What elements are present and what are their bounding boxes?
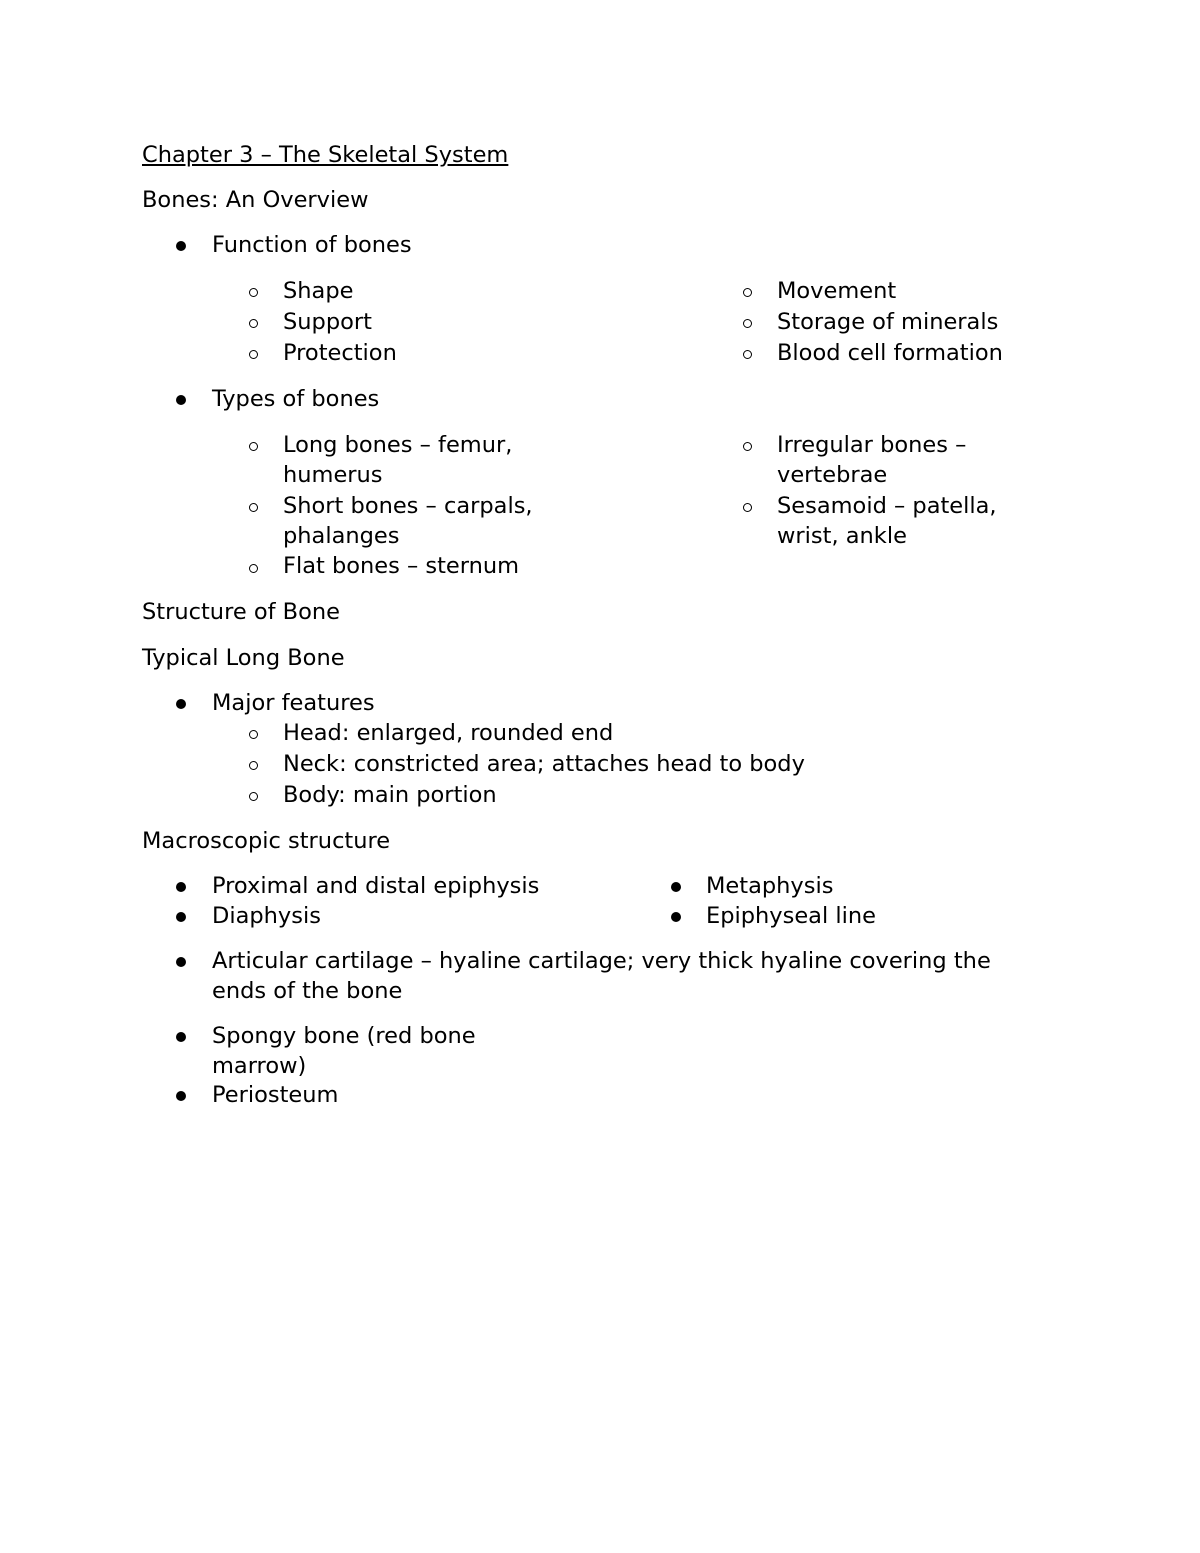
sub-item-protection: Protection	[283, 340, 397, 366]
sub-item-flat-bones: Flat bones – sternum	[283, 553, 520, 579]
list-item-spongy-line2: marrow)	[212, 1053, 307, 1079]
circle-bullet-icon	[743, 319, 752, 328]
bullet-icon	[176, 699, 186, 709]
circle-bullet-icon	[743, 350, 752, 359]
sub-item-irregular-bones-line1: Irregular bones –	[777, 432, 967, 458]
bullet-icon	[176, 957, 186, 967]
sub-item-blood-cell-formation: Blood cell formation	[777, 340, 1003, 366]
list-item-metaphysis: Metaphysis	[706, 873, 834, 899]
list-item-function-of-bones: Function of bones	[212, 232, 412, 258]
list-item-types-of-bones: Types of bones	[212, 386, 380, 412]
list-item-major-features: Major features	[212, 690, 375, 716]
circle-bullet-icon	[249, 761, 258, 770]
sub-item-neck: Neck: constricted area; attaches head to body	[283, 751, 805, 777]
sub-item-shape: Shape	[283, 278, 354, 304]
bullet-icon	[176, 912, 186, 922]
section-heading-overview: Bones: An Overview	[142, 187, 369, 213]
circle-bullet-icon	[249, 442, 258, 451]
sub-item-movement: Movement	[777, 278, 897, 304]
list-item-spongy-line1: Spongy bone (red bone	[212, 1023, 476, 1049]
sub-item-body: Body: main portion	[283, 782, 497, 808]
list-item-epiphysis: Proximal and distal epiphysis	[212, 873, 540, 899]
page-title: Chapter 3 – The Skeletal System	[142, 142, 509, 168]
circle-bullet-icon	[743, 288, 752, 297]
circle-bullet-icon	[249, 564, 258, 573]
circle-bullet-icon	[249, 503, 258, 512]
bullet-icon	[176, 882, 186, 892]
circle-bullet-icon	[249, 792, 258, 801]
bullet-icon	[176, 241, 186, 251]
bullet-icon	[671, 912, 681, 922]
circle-bullet-icon	[249, 319, 258, 328]
section-heading-structure: Structure of Bone	[142, 599, 340, 625]
list-item-epiphyseal-line: Epiphyseal line	[706, 903, 876, 929]
sub-item-storage-of-minerals: Storage of minerals	[777, 309, 999, 335]
bullet-icon	[176, 395, 186, 405]
sub-item-irregular-bones-line2: vertebrae	[777, 462, 888, 488]
sub-item-long-bones-line2: humerus	[283, 462, 383, 488]
section-heading-macroscopic: Macroscopic structure	[142, 828, 391, 854]
list-item-periosteum: Periosteum	[212, 1082, 339, 1108]
circle-bullet-icon	[743, 442, 752, 451]
sub-item-support: Support	[283, 309, 372, 335]
sub-item-sesamoid-line1: Sesamoid – patella,	[777, 493, 997, 519]
list-item-diaphysis: Diaphysis	[212, 903, 321, 929]
sub-item-short-bones-line1: Short bones – carpals,	[283, 493, 533, 519]
bullet-icon	[671, 882, 681, 892]
sub-item-sesamoid-line2: wrist, ankle	[777, 523, 907, 549]
bullet-icon	[176, 1032, 186, 1042]
list-item-articular-line2: ends of the bone	[212, 978, 403, 1004]
sub-item-long-bones-line1: Long bones – femur,	[283, 432, 513, 458]
sub-item-head: Head: enlarged, rounded end	[283, 720, 614, 746]
circle-bullet-icon	[249, 288, 258, 297]
circle-bullet-icon	[743, 503, 752, 512]
circle-bullet-icon	[249, 730, 258, 739]
sub-item-short-bones-line2: phalanges	[283, 523, 400, 549]
list-item-articular-line1: Articular cartilage – hyaline cartilage; very thick hyaline covering the	[212, 948, 991, 974]
circle-bullet-icon	[249, 350, 258, 359]
bullet-icon	[176, 1091, 186, 1101]
section-heading-long-bone: Typical Long Bone	[142, 645, 345, 671]
